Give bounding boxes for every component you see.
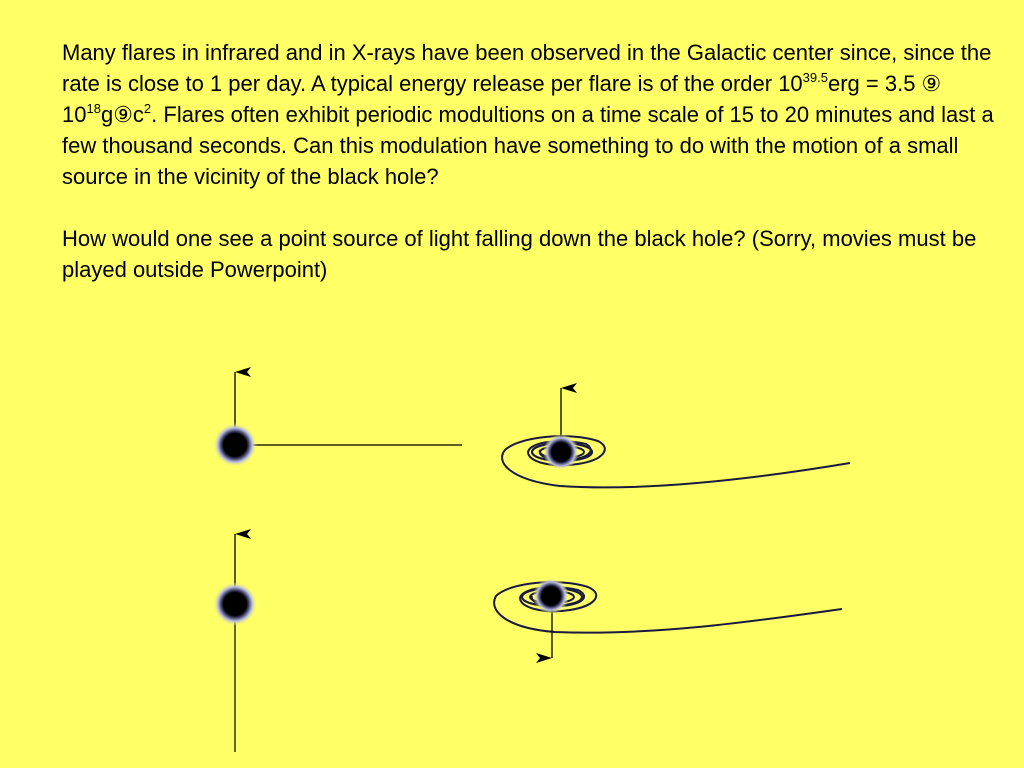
paragraph-flares-text-d: . Flares often exhibit periodic modultions on a time scale of 15 to 20 minutes and last a few thousand seconds. Can this modulation have something to do with the motion of a small source in the vicinity of the black hole? [62, 102, 994, 189]
paragraph-flares-text-b: erg = 3.5 ⑨ 10 [62, 71, 942, 127]
spiral-top-right [502, 388, 850, 487]
exponent-c: 2 [143, 100, 152, 116]
black-hole-icon [213, 423, 257, 467]
paragraph-flares-text-a: Many flares in infrared and in X-rays have been observed in the Galactic center since, since the rate is close to 1 per day. A typical energy release per flare is of the order 10 [62, 40, 992, 96]
black-hole-icon [533, 578, 569, 614]
black-hole-icon [213, 582, 257, 626]
exponent-mass: 18 [86, 100, 101, 116]
spiral-bottom-right [494, 578, 842, 658]
black-hole-icon [543, 434, 579, 470]
paragraph-flares-text-c: g⑨c [100, 102, 144, 127]
black-hole-top-left [213, 372, 462, 467]
exponent-energy: 39.5 [802, 69, 828, 85]
paragraph-question: How would one see a point source of light falling down the black hole? (Sorry, movies must be played outside Powerpoint) [62, 226, 977, 282]
black-hole-bottom-left [213, 534, 257, 752]
